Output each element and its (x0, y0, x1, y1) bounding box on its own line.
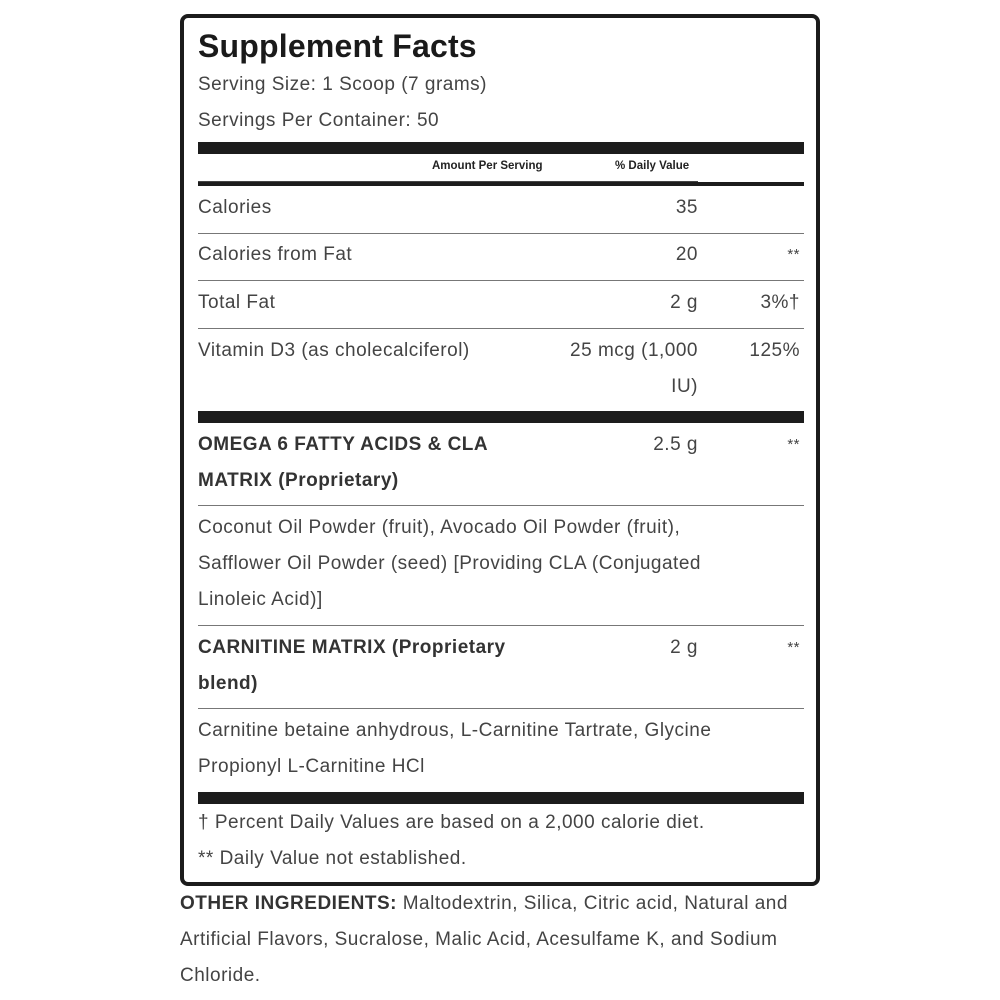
row-divider (198, 708, 804, 709)
thick-divider (198, 411, 804, 423)
servings-per-container: Servings Per Container: 50 (198, 110, 440, 131)
nutrient-name: Total Fat (198, 292, 276, 313)
nutrient-name: Calories (198, 197, 272, 218)
amount-per-serving-header: Amount Per Serving (432, 160, 543, 172)
blend-amount: 2 g (670, 637, 698, 658)
nutrient-daily-value: ** (787, 246, 800, 263)
nutrient-amount: 2 g (670, 292, 698, 313)
nutrient-daily-value: 3%† (760, 292, 800, 313)
row-divider (198, 328, 804, 329)
thick-divider (198, 792, 804, 804)
blend-amount: 2.5 g (653, 434, 698, 455)
row-divider (198, 280, 804, 281)
other-ingredients (180, 886, 820, 994)
daily-value-header: % Daily Value (615, 160, 690, 172)
blend-name: CARNITINE MATRIX (Proprietary blend) (198, 637, 506, 694)
nutrient-daily-value: 125% (749, 340, 800, 361)
blend-name: OMEGA 6 FATTY ACIDS & CLA MATRIX (Proprietary) (198, 434, 488, 491)
footnote-not-established: ** Daily Value not established. (198, 848, 467, 869)
serving-size: Serving Size: 1 Scoop (7 grams) (198, 74, 488, 95)
row-divider (198, 233, 804, 234)
blend-daily-value: ** (787, 639, 800, 656)
nutrient-amount: 20 (675, 244, 698, 265)
blend-daily-value: ** (787, 436, 800, 453)
other-ingredients-text: Maltodextrin, Silica, Citric acid, Natural and Artificial Flavors, Sucralose, Malic Acid, Acesulfame K, and Sodium Chloride. (180, 893, 788, 986)
nutrient-amount: 35 (675, 197, 698, 218)
supplement-facts-panel (180, 14, 820, 886)
row-divider (198, 505, 804, 506)
nutrient-amount: 25 mcg (1,000 IU) (570, 340, 698, 397)
thick-divider (198, 142, 804, 154)
panel-title: Supplement Facts (198, 28, 477, 64)
medium-divider (198, 182, 804, 186)
blend-ingredients: Coconut Oil Powder (fruit), Avocado Oil Powder (fruit), Safflower Oil Powder (seed) [Providing CLA (Conjugated Linoleic Acid)] (198, 517, 701, 610)
other-ingredients-label: OTHER INGREDIENTS: (180, 893, 397, 914)
row-divider (198, 625, 804, 626)
footnote-daily-value: † Percent Daily Values are based on a 2,000 calorie diet. (198, 812, 705, 833)
nutrient-name: Calories from Fat (198, 244, 353, 265)
blend-ingredients: Carnitine betaine anhydrous, L-Carnitine Tartrate, Glycine Propionyl L-Carnitine HCl (198, 720, 712, 777)
nutrient-name: Vitamin D3 (as cholecalciferol) (198, 340, 470, 361)
